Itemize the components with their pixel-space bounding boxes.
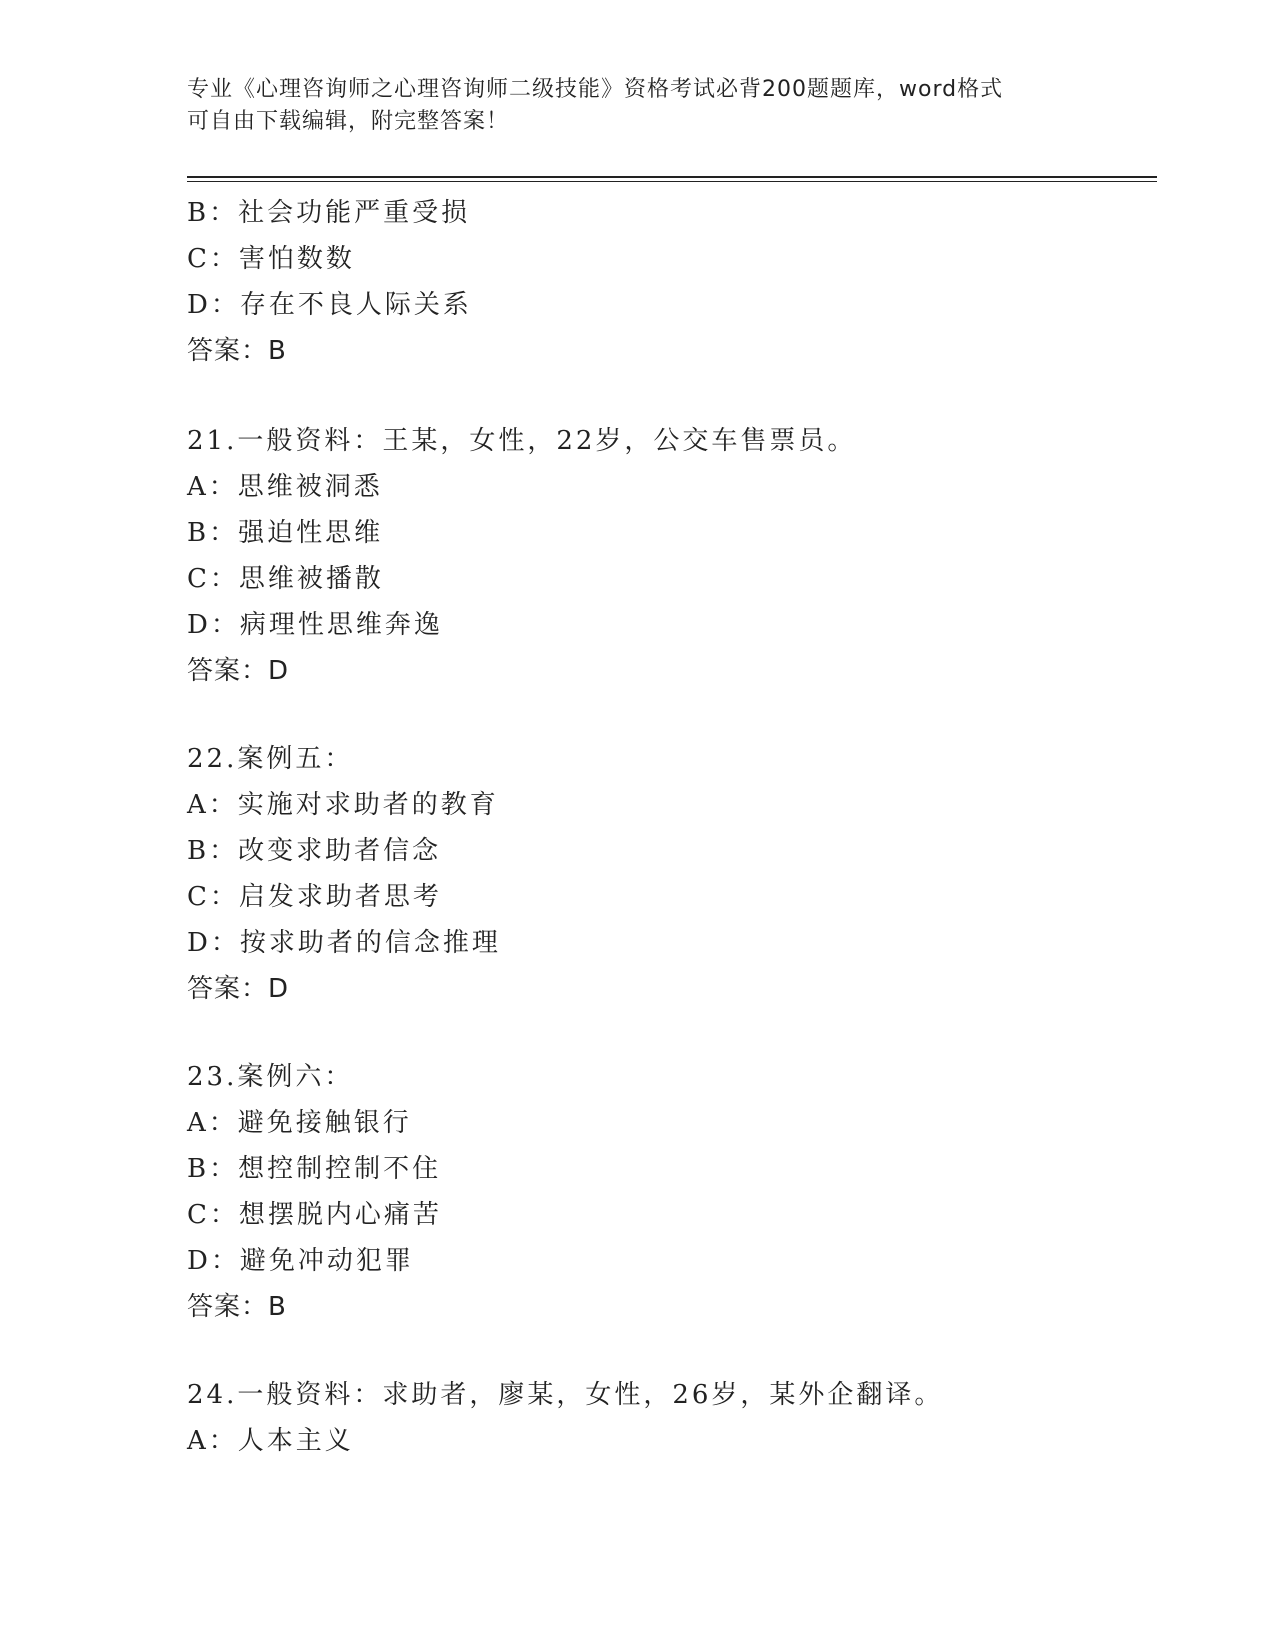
question-block-21 — [187, 418, 1147, 694]
question-text: 22.案例五： — [187, 744, 354, 774]
option-c: C：想摆脱内心痛苦 — [187, 1200, 442, 1230]
document-header — [187, 74, 1077, 138]
header-divider — [187, 176, 1157, 178]
header-title-line1: 专业《心理咨询师之心理咨询师二级技能》资格考试必背200题题库，word格式 — [187, 77, 1004, 102]
option-a: A：思维被洞悉 — [187, 472, 383, 502]
question-list — [187, 190, 1147, 1464]
option-d: D：存在不良人际关系 — [187, 290, 472, 320]
option-c: C：启发求助者思考 — [187, 882, 442, 912]
question-block-20 — [187, 190, 1147, 374]
question-block-22 — [187, 736, 1147, 1012]
answer-line: 答案：B — [187, 336, 287, 366]
header-divider-thin — [187, 181, 1157, 182]
option-d: D：病理性思维奔逸 — [187, 610, 443, 640]
question-text: 21.一般资料：王某，女性，22岁，公交车售票员。 — [187, 426, 857, 456]
option-a: A：实施对求助者的教育 — [187, 790, 499, 820]
option-d: D：按求助者的信念推理 — [187, 928, 501, 958]
option-b: B：强迫性思维 — [187, 518, 384, 548]
question-text: 24.一般资料：求助者，廖某，女性，26岁，某外企翻译。 — [187, 1380, 944, 1410]
option-a: A：避免接触银行 — [187, 1108, 412, 1138]
option-b: B：想控制控制不住 — [187, 1154, 442, 1184]
answer-line: 答案：D — [187, 656, 290, 686]
answer-line: 答案：B — [187, 1292, 287, 1322]
option-b: B：改变求助者信念 — [187, 836, 442, 866]
answer-line: 答案：D — [187, 974, 290, 1004]
option-a: A：人本主义 — [187, 1426, 354, 1456]
question-block-23 — [187, 1054, 1147, 1330]
header-title-line2: 可自由下载编辑，附完整答案！ — [187, 109, 510, 134]
option-c: C：害怕数数 — [187, 244, 355, 274]
question-block-24 — [187, 1372, 1147, 1464]
option-b: B：社会功能严重受损 — [187, 198, 471, 228]
option-c: C：思维被播散 — [187, 564, 384, 594]
option-d: D：避免冲动犯罪 — [187, 1246, 414, 1276]
question-text: 23.案例六： — [187, 1062, 354, 1092]
